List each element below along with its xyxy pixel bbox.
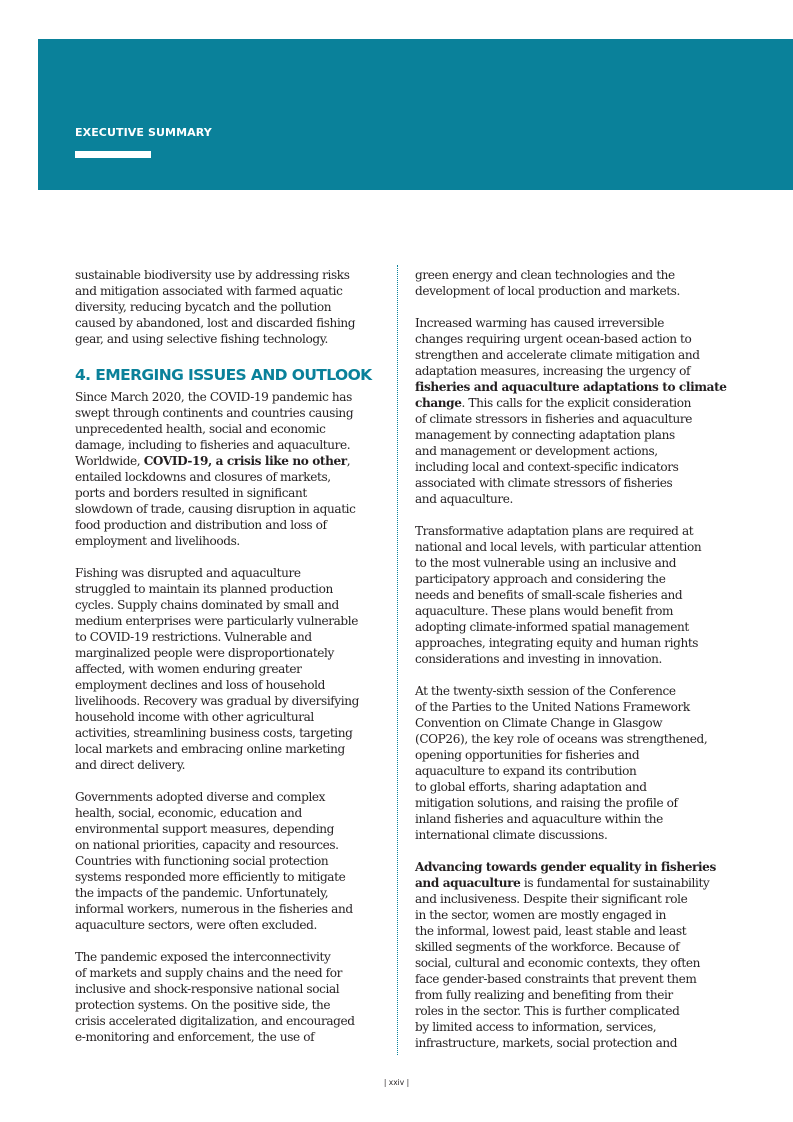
text-segment: Countries with functioning social protection: [75, 854, 329, 868]
text-segment: slowdown of trade, causing disruption in aquatic: [75, 502, 356, 516]
text-segment: national and local levels, with particular attention: [415, 540, 702, 554]
column-divider: [397, 265, 398, 1055]
text-line: [415, 747, 725, 763]
text-line: [75, 821, 385, 837]
text-line: [75, 901, 385, 917]
text-line: [415, 763, 725, 779]
text-segment: Since March 2020, the COVID-19 pandemic has: [75, 390, 352, 404]
text-line: [75, 453, 385, 469]
text-line: [415, 779, 725, 795]
text-line: [415, 411, 725, 427]
bold-text: fisheries and aquaculture adaptations to climate: [415, 380, 727, 394]
text-segment: employment and livelihoods.: [75, 534, 240, 548]
text-segment: affected, with women enduring greater: [75, 662, 302, 676]
text-segment: changes requiring urgent ocean-based action to: [415, 332, 692, 346]
text-segment: associated with climate stressors of fisheries: [415, 476, 673, 490]
text-segment: roles in the sector. This is further complicated: [415, 1004, 680, 1018]
text-line: [415, 571, 725, 587]
text-segment: adopting climate-informed spatial management: [415, 620, 689, 634]
text-segment: skilled segments of the workforce. Because of: [415, 940, 680, 954]
text-segment: including local and context-specific indicators: [415, 460, 679, 474]
text-segment: from fully realizing and benefiting from their: [415, 988, 673, 1002]
text-segment: livelihoods. Recovery was gradual by diversifying: [75, 694, 359, 708]
text-line: [415, 331, 725, 347]
text-line: [415, 427, 725, 443]
right-column: [415, 267, 725, 1051]
bold-text: change: [415, 396, 462, 410]
text-segment: struggled to maintain its planned production: [75, 582, 333, 596]
text-segment: Increased warming has caused irreversible: [415, 316, 665, 330]
text-line: [415, 891, 725, 907]
text-line: [75, 389, 385, 405]
text-line: [75, 837, 385, 853]
text-segment: crisis accelerated digitalization, and encouraged: [75, 1014, 355, 1028]
text-segment: the impacts of the pandemic. Unfortunately,: [75, 886, 329, 900]
text-line: [415, 443, 725, 459]
text-line: [75, 533, 385, 549]
text-segment: aquaculture to expand its contribution: [415, 764, 637, 778]
text-line: [75, 869, 385, 885]
text-line: [415, 379, 725, 395]
title-underline-bar: [75, 151, 151, 158]
text-segment: ports and borders resulted in significant: [75, 486, 307, 500]
text-line: [75, 917, 385, 933]
text-line: [75, 629, 385, 645]
text-line: [75, 283, 385, 299]
text-line: [415, 955, 725, 971]
section-heading: 4. EMERGING ISSUES AND OUTLOOK: [75, 366, 372, 384]
text-segment: damage, including to fisheries and aquaculture.: [75, 438, 351, 452]
text-line: [415, 811, 725, 827]
text-segment: inclusive and shock-responsive national social: [75, 982, 340, 996]
text-line: [415, 907, 725, 923]
text-line: [415, 827, 725, 843]
text-line: [75, 677, 385, 693]
text-line: [75, 661, 385, 677]
text-segment: green energy and clean technologies and the: [415, 268, 675, 282]
text-line: [75, 853, 385, 869]
text-line: [75, 757, 385, 773]
text-line: [415, 795, 725, 811]
text-segment: considerations and investing in innovation.: [415, 652, 662, 666]
text-line: [75, 709, 385, 725]
text-line: [75, 949, 385, 965]
text-line: [75, 645, 385, 661]
text-line: [415, 923, 725, 939]
text-segment: ,: [346, 454, 351, 468]
text-line: [415, 683, 725, 699]
text-segment: development of local production and markets.: [415, 284, 680, 298]
paragraph-gap: [415, 299, 725, 315]
text-line: [415, 651, 725, 667]
text-segment: face gender-based constraints that prevent them: [415, 972, 697, 986]
text-segment: international climate discussions.: [415, 828, 608, 842]
text-line: [75, 421, 385, 437]
text-segment: of climate stressors in fisheries and aquaculture: [415, 412, 692, 426]
paragraph: [75, 565, 385, 773]
text-line: [75, 805, 385, 821]
left-column: [75, 267, 385, 1045]
text-line: [415, 555, 725, 571]
text-line: [75, 885, 385, 901]
text-segment: is fundamental for sustainability: [520, 876, 710, 890]
text-line: [75, 517, 385, 533]
text-segment: medium enterprises were particularly vulnerable: [75, 614, 358, 628]
text-segment: local markets and embracing online marketing: [75, 742, 345, 756]
text-segment: unprecedented health, social and economic: [75, 422, 326, 436]
text-line: [415, 539, 725, 555]
text-line: [415, 939, 725, 955]
text-segment: on national priorities, capacity and resources.: [75, 838, 339, 852]
text-line: [415, 699, 725, 715]
paragraph: [75, 789, 385, 933]
text-segment: informal workers, numerous in the fisheries and: [75, 902, 353, 916]
bold-text: Advancing towards gender equality in fisheries: [415, 860, 716, 874]
text-segment: in the sector, women are mostly engaged in: [415, 908, 667, 922]
text-segment: aquaculture sectors, were often excluded.: [75, 918, 317, 932]
text-line: [75, 725, 385, 741]
text-segment: the informal, lowest paid, least stable and least: [415, 924, 687, 938]
text-line: [415, 715, 725, 731]
text-segment: gear, and using selective fishing technology.: [75, 332, 328, 346]
text-segment: (COP26), the key role of oceans was strengthened,: [415, 732, 708, 746]
text-segment: protection systems. On the positive side, the: [75, 998, 331, 1012]
paragraph: [415, 523, 725, 667]
text-segment: At the twenty-sixth session of the Conference: [415, 684, 676, 698]
paragraph-gap: [415, 667, 725, 683]
paragraph-gap: [415, 507, 725, 523]
text-segment: to COVID-19 restrictions. Vulnerable and: [75, 630, 312, 644]
text-line: [415, 267, 725, 283]
text-segment: entailed lockdowns and closures of markets,: [75, 470, 331, 484]
text-line: [415, 1035, 725, 1051]
paragraph: [75, 949, 385, 1045]
section-title: EXECUTIVE SUMMARY: [75, 126, 212, 139]
text-line: [75, 565, 385, 581]
text-line: [75, 469, 385, 485]
text-segment: food production and distribution and loss of: [75, 518, 327, 532]
text-line: [415, 635, 725, 651]
text-line: [75, 693, 385, 709]
text-segment: to global efforts, sharing adaptation and: [415, 780, 647, 794]
text-line: [415, 315, 725, 331]
paragraph: [415, 315, 725, 507]
text-segment: diversity, reducing bycatch and the pollution: [75, 300, 332, 314]
text-line: [75, 315, 385, 331]
text-segment: household income with other agricultural: [75, 710, 314, 724]
text-segment: participatory approach and considering the: [415, 572, 666, 586]
text-segment: sustainable biodiversity use by addressing risks: [75, 268, 350, 282]
text-segment: infrastructure, markets, social protection and: [415, 1036, 678, 1050]
text-line: [415, 859, 725, 875]
text-segment: The pandemic exposed the interconnectivity: [75, 950, 331, 964]
text-line: [415, 731, 725, 747]
text-line: [75, 405, 385, 421]
text-segment: activities, streamlining business costs, targeting: [75, 726, 353, 740]
paragraph: [415, 267, 725, 299]
text-line: [75, 331, 385, 347]
text-segment: swept through continents and countries causing: [75, 406, 354, 420]
text-segment: e-monitoring and enforcement, the use of: [75, 1030, 315, 1044]
text-segment: opening opportunities for fisheries and: [415, 748, 640, 762]
text-line: [415, 395, 725, 411]
text-line: [415, 475, 725, 491]
text-segment: Transformative adaptation plans are required at: [415, 524, 694, 538]
page-number: | xxiv |: [383, 1078, 410, 1087]
text-line: [415, 987, 725, 1003]
text-segment: . This calls for the explicit consideration: [461, 396, 692, 410]
text-segment: of markets and supply chains and the need for: [75, 966, 343, 980]
header-banner: [38, 39, 793, 190]
text-segment: Convention on Climate Change in Glasgow: [415, 716, 663, 730]
text-line: [75, 299, 385, 315]
text-segment: and inclusiveness. Despite their significant role: [415, 892, 688, 906]
text-segment: and aquaculture.: [415, 492, 513, 506]
text-line: [75, 267, 385, 283]
text-segment: to the most vulnerable using an inclusive and: [415, 556, 677, 570]
paragraph-gap: [75, 773, 385, 789]
text-line: [415, 1019, 725, 1035]
text-segment: cycles. Supply chains dominated by small and: [75, 598, 339, 612]
text-segment: employment declines and loss of household: [75, 678, 325, 692]
text-segment: aquaculture. These plans would benefit from: [415, 604, 674, 618]
bold-text: and aquaculture: [415, 876, 521, 890]
text-line: [75, 741, 385, 757]
text-line: [415, 283, 725, 299]
text-line: [75, 997, 385, 1013]
text-line: [75, 1029, 385, 1045]
bold-text: COVID-19, a crisis like no other: [143, 454, 347, 468]
text-line: [75, 965, 385, 981]
text-segment: mitigation solutions, and raising the profile of: [415, 796, 678, 810]
text-segment: Fishing was disrupted and aquaculture: [75, 566, 301, 580]
text-segment: caused by abandoned, lost and discarded fishing: [75, 316, 356, 330]
text-segment: inland fisheries and aquaculture within the: [415, 812, 663, 826]
text-line: [415, 347, 725, 363]
text-line: [415, 363, 725, 379]
text-segment: and mitigation associated with farmed aquatic: [75, 284, 343, 298]
text-segment: and direct delivery.: [75, 758, 186, 772]
paragraph: [75, 267, 385, 347]
text-line: [415, 523, 725, 539]
text-line: [75, 597, 385, 613]
text-line: [415, 971, 725, 987]
paragraph-gap: [75, 933, 385, 949]
text-segment: by limited access to information, services,: [415, 1020, 657, 1034]
text-segment: adaptation measures, increasing the urgency of: [415, 364, 691, 378]
text-segment: social, cultural and economic contexts, they often: [415, 956, 700, 970]
text-line: [415, 587, 725, 603]
text-segment: strengthen and accelerate climate mitigation and: [415, 348, 700, 362]
text-line: [75, 437, 385, 453]
text-segment: and management or development actions,: [415, 444, 658, 458]
paragraph: [75, 389, 385, 549]
text-segment: needs and benefits of small-scale fisheries and: [415, 588, 683, 602]
text-segment: approaches, integrating equity and human rights: [415, 636, 699, 650]
text-line: [415, 603, 725, 619]
text-line: [75, 981, 385, 997]
text-segment: systems responded more efficiently to mitigate: [75, 870, 346, 884]
text-line: [75, 613, 385, 629]
text-segment: environmental support measures, depending: [75, 822, 334, 836]
text-segment: marginalized people were disproportionately: [75, 646, 334, 660]
text-line: [415, 1003, 725, 1019]
text-line: [415, 875, 725, 891]
text-segment: of the Parties to the United Nations Framework: [415, 700, 690, 714]
text-line: [415, 459, 725, 475]
paragraph: [415, 859, 725, 1051]
text-line: [75, 1013, 385, 1029]
text-line: [75, 501, 385, 517]
paragraph-gap: [415, 843, 725, 859]
text-line: [415, 619, 725, 635]
text-line: [75, 789, 385, 805]
text-line: [75, 485, 385, 501]
text-line: [75, 581, 385, 597]
text-line: [415, 491, 725, 507]
paragraph: [415, 683, 725, 843]
paragraph-gap: [75, 549, 385, 565]
text-segment: management by connecting adaptation plans: [415, 428, 675, 442]
text-segment: health, social, economic, education and: [75, 806, 302, 820]
text-segment: Worldwide,: [75, 454, 144, 468]
text-segment: Governments adopted diverse and complex: [75, 790, 326, 804]
